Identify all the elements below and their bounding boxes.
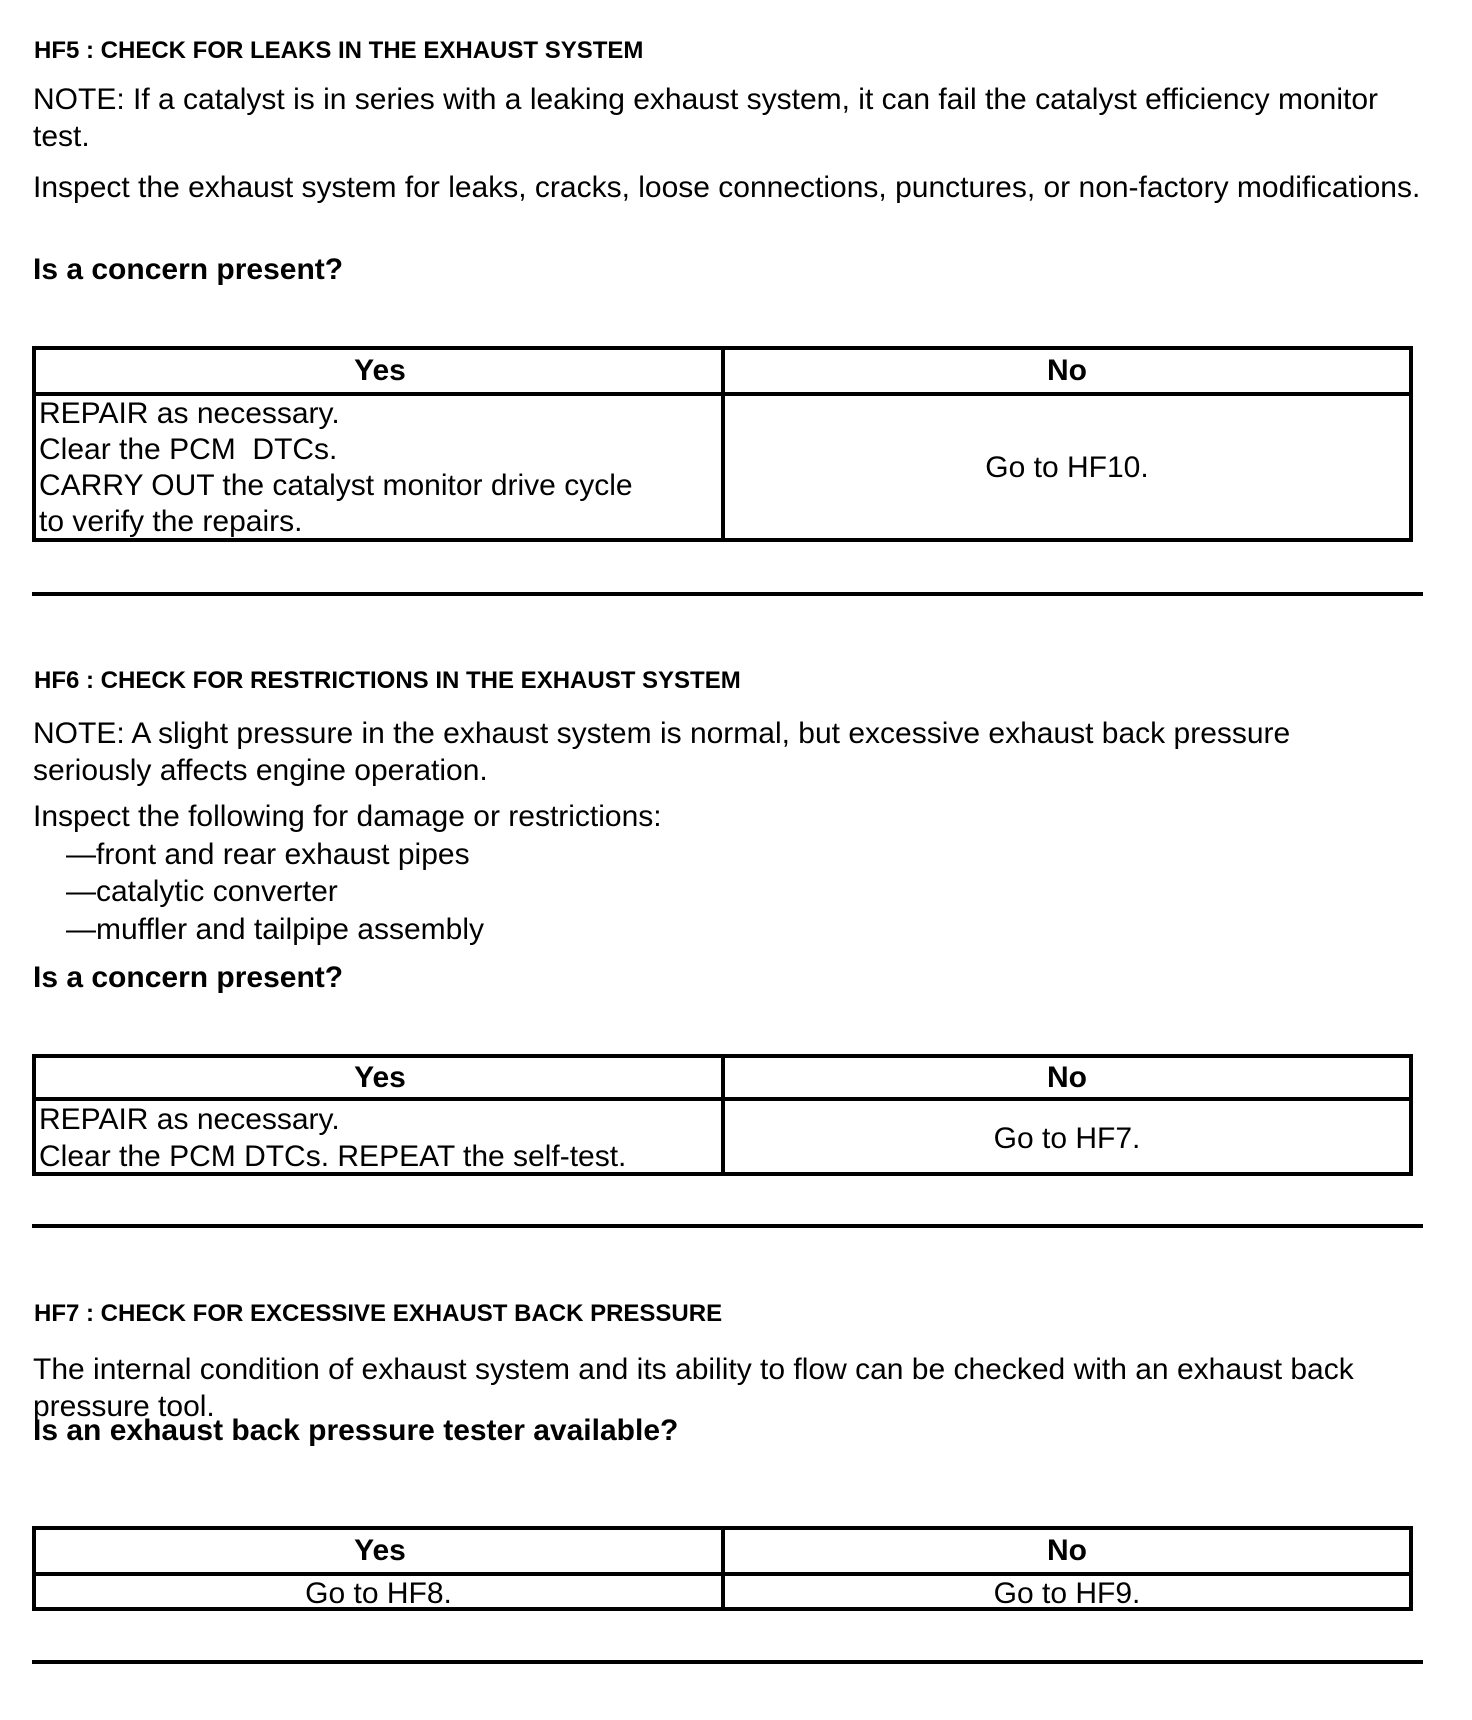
yes-line: CARRY OUT the catalyst monitor drive cycle — [39, 469, 633, 502]
yes-header: Yes — [36, 350, 725, 392]
note-paragraph — [33, 81, 1433, 155]
no-cell — [725, 396, 1409, 538]
section-divider — [32, 1660, 1423, 1664]
yes-no-table — [32, 346, 1413, 542]
instruction-paragraph — [33, 169, 1433, 206]
no-cell — [725, 1101, 1409, 1176]
question-text: Is a concern present? — [33, 961, 344, 994]
no-text: Go to HF9. — [993, 1577, 1141, 1610]
yes-text: Go to HF8. — [305, 1577, 452, 1610]
yes-no-table — [32, 1054, 1413, 1176]
question-text: Is a concern present? — [33, 253, 344, 286]
yes-line: Clear the PCM DTCs. — [39, 433, 338, 466]
section-heading: HF6 : CHECK FOR RESTRICTIONS IN THE EXHAUST SYSTEM — [34, 667, 741, 694]
list-item: —front and rear exhaust pipes — [66, 837, 470, 871]
question-text: Is an exhaust back pressure tester available? — [33, 1414, 679, 1447]
table-header-row — [36, 1058, 1409, 1097]
table-header-row — [36, 350, 1409, 392]
no-header: No — [1047, 354, 1087, 387]
instruction-text: Inspect the following for damage or restrictions: — [33, 800, 662, 833]
yes-cell — [36, 1101, 725, 1176]
note-text: NOTE: A slight pressure in the exhaust system is normal, but excessive exhaust back pressure seriously affects engine operation. — [33, 717, 1291, 787]
no-cell — [725, 1576, 1409, 1610]
table-row — [36, 392, 1409, 538]
yes-cell — [36, 1576, 725, 1610]
section-heading: HF5 : CHECK FOR LEAKS IN THE EXHAUST SYSTEM — [34, 37, 644, 64]
yes-header: Yes — [36, 1058, 725, 1097]
section-heading: HF7 : CHECK FOR EXCESSIVE EXHAUST BACK PRESSURE — [34, 1300, 723, 1327]
yes-line: REPAIR as necessary. — [39, 397, 340, 430]
list-item: —catalytic converter — [66, 875, 338, 909]
section-divider — [32, 592, 1423, 596]
no-header: No — [1047, 1534, 1087, 1567]
list-item: —muffler and tailpipe assembly — [66, 913, 484, 947]
table-header-row — [36, 1530, 1409, 1572]
yes-header: Yes — [36, 1530, 725, 1572]
note-paragraph — [33, 715, 1333, 789]
table-row — [36, 1572, 1409, 1610]
no-text: Go to HF7. — [993, 1122, 1141, 1155]
no-text: Go to HF10. — [985, 450, 1149, 484]
yes-line: to verify the repairs. — [39, 505, 303, 538]
yes-line: Clear the PCM DTCs. REPEAT the self-test. — [39, 1140, 627, 1173]
section-divider — [32, 1224, 1423, 1228]
yes-cell — [36, 396, 725, 538]
table-row — [36, 1097, 1409, 1176]
instruction-paragraph — [33, 798, 1433, 949]
no-header: No — [1047, 1061, 1087, 1094]
yes-line: REPAIR as necessary. — [39, 1103, 340, 1136]
note-text: NOTE: If a catalyst is in series with a leaking exhaust system, it can fail the catalyst efficiency monitor test. — [33, 83, 1378, 153]
instruction-text: Inspect the exhaust system for leaks, cracks, loose connections, punctures, or non-factory modifications. — [33, 171, 1421, 204]
yes-no-table — [32, 1526, 1413, 1611]
instruction-text: The internal condition of exhaust system and its ability to flow can be checked with an exhaust back pressure tool. — [33, 1353, 1354, 1423]
